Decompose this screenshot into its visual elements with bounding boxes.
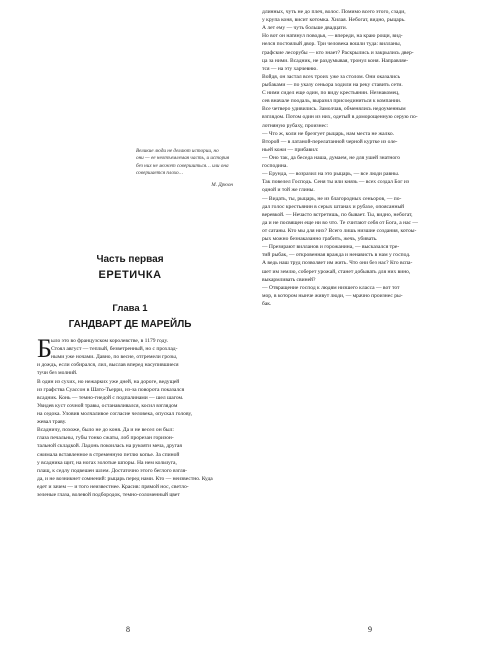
text-line: у крупа коня, висит котомка. Хилая. Небогат, видно, рыцарь. bbox=[262, 17, 406, 24]
chapter-subtitle: ГАНДВАРТ ДЕ МАРЕЙЛЬ bbox=[68, 319, 192, 330]
text-line: ыло это во французском королевстве, в 1179 году. bbox=[51, 338, 169, 344]
text-line: плащ, к седлу подвешен шлем. Достаточно этого беглого взгля- bbox=[37, 467, 188, 474]
text-line: — Презирают вилланов и горожанина, — высказался тре- bbox=[262, 244, 400, 251]
text-line: С ними сидел еще один, по виду крестьянин. Незнакомец, bbox=[262, 90, 400, 97]
text-line: взглядом. Потом один из них, одетый в доморощенную серую по- bbox=[262, 114, 418, 121]
text-line: — Оно так, да беседа наша, думаем, не для ушей знатного bbox=[262, 154, 401, 161]
text-line: А ведь наш труд позволяет им жить. Что они без нас? Кто вспа- bbox=[262, 260, 413, 267]
text-line: В один из сухих, но нежарких уже дней, на дороге, ведущей bbox=[37, 378, 180, 385]
text-line: Все четверо удивились. Замолчав, обменялись недоуменным bbox=[262, 106, 406, 113]
text-line: бак. bbox=[262, 300, 272, 307]
text-line: графские лесорубы — кто знает? Раскрылись и закрылись двер- bbox=[262, 49, 414, 56]
text-line: Стоял август — теплый, безветренный, но с прохлад- bbox=[51, 346, 178, 353]
epigraph bbox=[136, 148, 233, 189]
text-line: Так повелел Господь. Сеня ты или князь — всех создал Бог из bbox=[262, 179, 410, 186]
dropcap-letter: Б bbox=[37, 334, 52, 363]
left-text-lines bbox=[37, 361, 229, 499]
left-body-text bbox=[37, 334, 229, 499]
text-line: едет и зачем — и того неизвестнее. Красив: прямой нос, светло- bbox=[37, 483, 189, 490]
text-line: жевал траву. bbox=[37, 419, 67, 426]
text-line: шет им землю, соберет урожай, станет добывать для них вино, bbox=[262, 268, 411, 275]
chapter-title: Глава 1 bbox=[112, 303, 148, 314]
dropcap-paragraph bbox=[37, 334, 229, 363]
text-line: ными уже ночами. Давно, по весне, отгремели грозы, bbox=[51, 354, 178, 361]
text-line: дал голос крестьянин в серых штанах и рубахе, опоясанный bbox=[262, 203, 405, 210]
text-line: выкармливать свиней? bbox=[262, 276, 316, 283]
epigraph-line: совершается плохо… bbox=[136, 169, 184, 176]
text-line: — Видать, ты, рыцарь, не из благородных сеньоров, — по- bbox=[262, 195, 402, 202]
text-line: рыбаками — по указу сеньора ходили на реку ставить сети. bbox=[262, 81, 403, 88]
right-page bbox=[240, 0, 480, 650]
text-line: Войдя, он застал всех троих уже за столом. Они оказались bbox=[262, 73, 401, 80]
page-number-right: 9 bbox=[368, 625, 372, 634]
page-number-left: 8 bbox=[126, 625, 130, 634]
text-line: да и не посвящен еще ни во что. Те считают себя от Бога, а нас — bbox=[262, 219, 418, 226]
text-line: мор, в котором нынче живут люди, — мрачно произнес ры- bbox=[262, 292, 403, 299]
part-title: Часть первая bbox=[96, 254, 164, 265]
text-line: глаза печальны, губы тонко сжаты, лоб прорезан горизон- bbox=[37, 435, 174, 442]
text-line: у всадника щит, на ногах золотые шпоры. На нем кольчуга, bbox=[37, 459, 177, 466]
text-line: Но вот он натянул поводья, — впереди, на краю рощи, вид- bbox=[262, 33, 403, 40]
text-line: нелся постоялый двор. Три человека вошли туда: вилланы, bbox=[262, 41, 402, 48]
text-line: да, и не возникнет сомнений: рыцарь перед нами. Кто — неизвестно. Куда bbox=[37, 475, 213, 482]
right-body-text bbox=[262, 8, 459, 308]
text-line: тся — на эту харчевню. bbox=[262, 65, 318, 72]
text-line: сжимала вставленное в стременную петлю копье. За спиной bbox=[37, 451, 180, 458]
text-line: на седока. Уловив молчаливое согласие человека, опускал голову, bbox=[37, 410, 192, 417]
part-subtitle: ЕРЕТИЧКА bbox=[98, 269, 162, 281]
text-line: от сатаны. Кто мы для них? Всего лишь низшие создания, котоы- bbox=[262, 227, 417, 234]
text-line: из графства Суассон в Шато-Тьерри, из-за поворота показался bbox=[37, 386, 185, 393]
text-line: А лет ему — чуть больше двадцати. bbox=[262, 25, 348, 32]
epigraph-line: без них не может совершиться… или она bbox=[136, 162, 229, 169]
text-line: — Отвращение господ к людям низшего класса — вот тот bbox=[262, 284, 400, 291]
text-line: веревкой. — Нечасто встретишь, по бывает. Ты, видно, небогат, bbox=[262, 211, 413, 218]
text-line: сев вначале поодаль, выразил присоединиться к компании. bbox=[262, 98, 402, 105]
text-line: и дождь, если собирался, лил, выслав вперед насупившиеся bbox=[37, 362, 179, 369]
text-line: зеленые глаза, волевой подбородок, темно-соломенный цвет bbox=[37, 492, 180, 499]
text-line: длинных, чуть не до плеч, волос. Помимо всего этого, сзади, bbox=[262, 9, 406, 15]
epigraph-author: М. Дрюон bbox=[211, 182, 233, 189]
text-line: Всадничу, похоже, было не до коня. Да и не весел он был: bbox=[37, 427, 174, 434]
text-line: всадник. Конь — темно-гнедой с подпалинами — шел шагом. bbox=[37, 394, 184, 401]
text-line: тий рыбак, — откровенная вражда и ненависть в нам у господ. bbox=[262, 252, 411, 259]
text-line: лотняную рубаху, произнес: bbox=[262, 122, 329, 129]
text-line: Увидев куст сочной травы, останавливался, косил взглядом bbox=[37, 402, 178, 409]
text-line: ньей кожи — прибавил: bbox=[262, 146, 319, 153]
epigraph-line: они — ее неотъемлемая часть, и история bbox=[136, 155, 230, 162]
text-line: рых можно безнаказанно грабить, жечь, убивать. bbox=[262, 236, 378, 243]
text-line: — Ерунда, — возразил на это рыцарь, — все люди равны. bbox=[262, 171, 400, 178]
text-line: ца за ними. Всадник, не раздумывая, тронул коня. Направляе- bbox=[262, 57, 409, 64]
text-line: тучи без молний. bbox=[37, 370, 78, 377]
text-line: тальной складкой. Ладонь покоилась на рукояти меча, другая bbox=[37, 443, 182, 450]
epigraph-line: Великие люди не делают истории, но bbox=[136, 148, 219, 154]
text-line: господина. bbox=[262, 163, 288, 170]
text-line: — Что ж, коли не брезгует рыцарь, нам места не жалко. bbox=[262, 130, 395, 137]
text-line: одной и той же глины. bbox=[262, 187, 315, 194]
text-line: Второй — в латаной-перелатанной черной куртке из оле- bbox=[262, 138, 398, 145]
